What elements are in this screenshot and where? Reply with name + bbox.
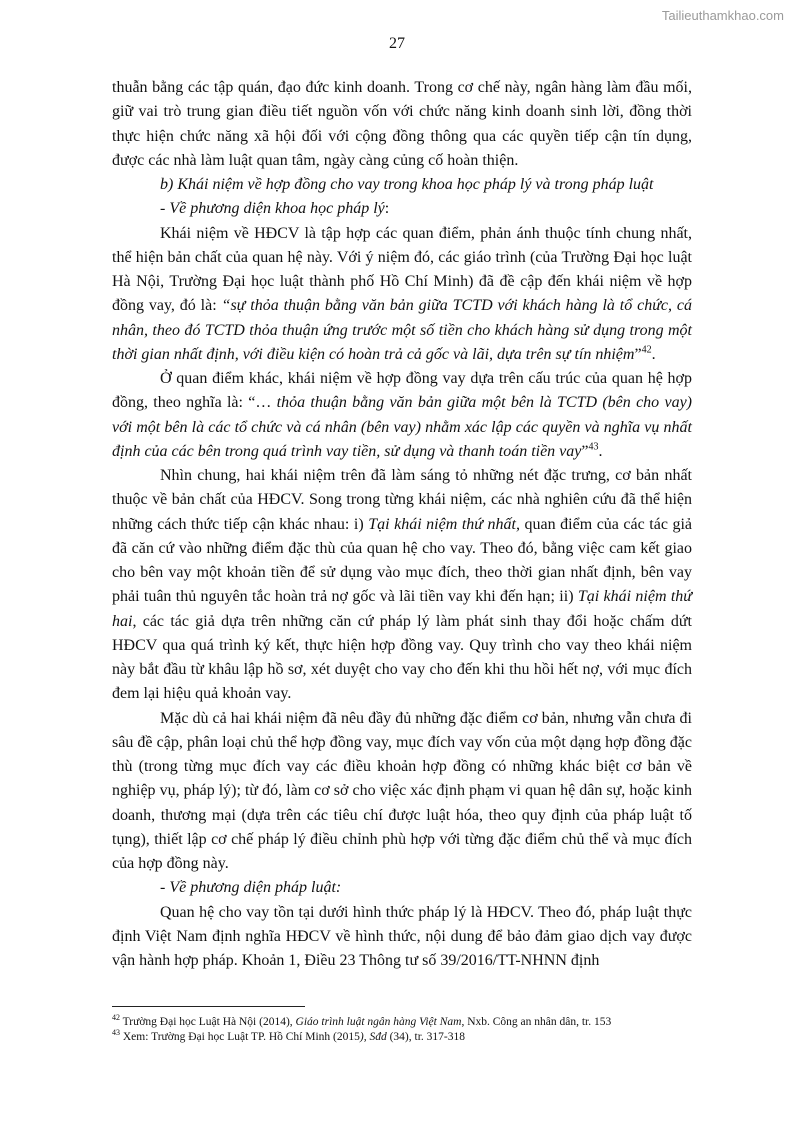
paragraph-3	[112, 367, 692, 464]
paragraph-4-italic-2: Tại khái niệm thứ hai	[112, 588, 692, 630]
footnote-42-text-b: , Nxb. Công an nhân dân, tr. 153	[461, 1016, 612, 1028]
watermark: Tailieuthamkhao.com	[661, 8, 784, 23]
footnotes	[112, 1015, 712, 1045]
paragraph-3-intro: Ở quan điểm khác, khái niệm về hợp đồng vay dựa trên cấu trúc của quan hệ hợp đồng, theo nghĩa là: “…	[112, 370, 692, 412]
section-heading-b: b) Khái niệm về hợp đồng cho vay trong khoa học pháp lý và trong pháp luật	[160, 176, 654, 193]
footnote-divider	[112, 1006, 305, 1007]
paragraph-4-part-c: , các tác giả dựa trên những căn cứ pháp lý làm phát sinh thay đổi hoặc chấm dứt HĐCV qua quá trình ký kết, thực hiện hợp đồng vay. Quy trình cho vay theo khái niệm này bắt đầu từ khâu lập hồ sơ, xét duyệt cho vay cho đến khi thu hồi hết nợ, với mục đích đem lại hiệu quả khoản vay.	[112, 612, 692, 703]
paragraph-2-intro: Khái niệm về HĐCV là tập hợp các quan điểm, phản ánh thuộc tính chung nhất, thể hiện bản chất của quan hệ này. Với ý niệm đó, các giáo trình (của Trường Đại học luật Hà Nội, Trường Đại học luật thành phố Hồ Chí Minh) đã đề cập đến khái niệm về hợp đồng vay, đó là:	[112, 224, 692, 315]
subheading-colon: :	[384, 200, 390, 218]
footnote-42-number: 42	[112, 1013, 120, 1023]
subheading-legal-science-text: - Về phương diện khoa học pháp lý	[160, 200, 385, 218]
footnote-43-text-a: Xem: Trường Đại học Luật TP. Hồ Chí Minh (2015	[120, 1031, 360, 1043]
paragraph-2	[112, 222, 692, 368]
footnote-ref-43: 43	[588, 441, 599, 453]
footnote-42	[112, 1015, 712, 1030]
paragraph-6: Quan hệ cho vay tồn tại dưới hình thức pháp lý là HĐCV. Theo đó, pháp luật thực định Việt Nam định nghĩa HĐCV về hình thức, nội dung để bảo đảm giao dịch vay được vận hành hợp pháp. Khoản 1, Điều 23 Thông tư số 39/2016/TT-NHNN định	[112, 903, 692, 969]
page-body	[112, 76, 692, 973]
subheading-legal-science	[112, 197, 692, 221]
footnote-43-number: 43	[112, 1028, 120, 1038]
page-number: 27	[389, 35, 405, 52]
paragraph-3-end: .	[598, 442, 603, 460]
paragraph-2-quote: “sự thỏa thuận bằng văn bản giữa TCTD với khách hàng là tổ chức, cá nhân, theo đó TCTD thỏa thuận ứng trước một số tiền cho khách hàng sử dụng trong một thời gian nhất định, với điều kiện có hoàn trả cả gốc và lãi, dựa trên sự tín nhiệm	[112, 297, 692, 363]
subheading-law: - Về phương diện pháp luật:	[160, 879, 342, 897]
footnote-42-title: Giáo trình luật ngân hàng Việt Nam	[295, 1016, 462, 1028]
footnote-43	[112, 1030, 712, 1045]
footnote-43-italic: ), Sđd	[359, 1031, 387, 1043]
footnote-42-text-a: Trường Đại học Luật Hà Nội (2014),	[120, 1016, 296, 1028]
footnote-43-text-b: (34), tr. 317-318	[386, 1031, 465, 1043]
paragraph-1: thuẫn bằng các tập quán, đạo đức kinh doanh. Trong cơ chế này, ngân hàng làm đầu mối, giữ vai trò trung gian điều tiết nguồn vốn với chức năng kinh doanh sinh lời, đồng thời thực hiện chức năng xã hội đối với cộng đồng thông qua các quyền tiếp cận tín dụng, được các nhà làm luật quan tâm, ngày càng củng cố hoàn thiện.	[112, 79, 692, 169]
paragraph-3-quote-close: ”	[581, 442, 589, 460]
paragraph-2-quote-close: ”	[634, 345, 642, 363]
paragraph-4-part-a: Nhìn chung, hai khái niệm trên đã làm sáng tỏ những nét đặc trưng, cơ bản nhất thuộc về bản chất của HĐCV. Song trong từng khái niệm, các nhà nghiên cứu đã thể hiện những cách thức tiếp cận khác nhau: i)	[112, 467, 692, 533]
paragraph-4	[112, 464, 692, 707]
footnote-ref-42: 42	[641, 344, 652, 356]
paragraph-4-italic-1: Tại khái niệm thứ nhất,	[368, 515, 520, 533]
paragraph-3-quote: thỏa thuận bằng văn bản giữa một bên là TCTD (bên cho vay) với một bên là các tổ chức và cá nhân (bên vay) nhằm xác lập các quyền và nghĩa vụ nhất định của các bên trong quá trình vay tiền, sử dụng và thanh toán tiền vay	[112, 394, 693, 460]
paragraph-4-part-b: quan điểm của các tác giả đã căn cứ vào những điểm đặc thù của quan hệ cho vay. Theo đó, bằng việc cam kết giao cho bên vay một khoản tiền để sử dụng vào mục đích, theo thời gian nhất định, bên vay phải tuân thủ nguyên tắc hoàn trả nợ gốc và lãi tiền vay khi đến hạn; ii)	[112, 515, 693, 606]
paragraph-5: Mặc dù cả hai khái niệm đã nêu đầy đủ những đặc điểm cơ bản, nhưng vẫn chưa đi sâu đề cập, phân loại chủ thể hợp đồng vay, mục đích vay vốn của một dạng hợp đồng đặc thù (trong từng mục đích vay các điều khoản hợp đồng có những khác biệt cơ bản về nghiệp vụ, pháp lý); từ đó, làm cơ sở cho việc xác định phạm vi quan hệ dân sự, hoặc kinh doanh, thương mại (dựa trên các tiêu chí được luật hóa, theo quy định của pháp luật tố tụng), thiết lập cơ chế pháp lý điều chỉnh phù hợp với từng đặc điểm chủ thể và mục đích của hợp đồng này.	[112, 709, 692, 872]
paragraph-2-end: .	[651, 345, 656, 363]
